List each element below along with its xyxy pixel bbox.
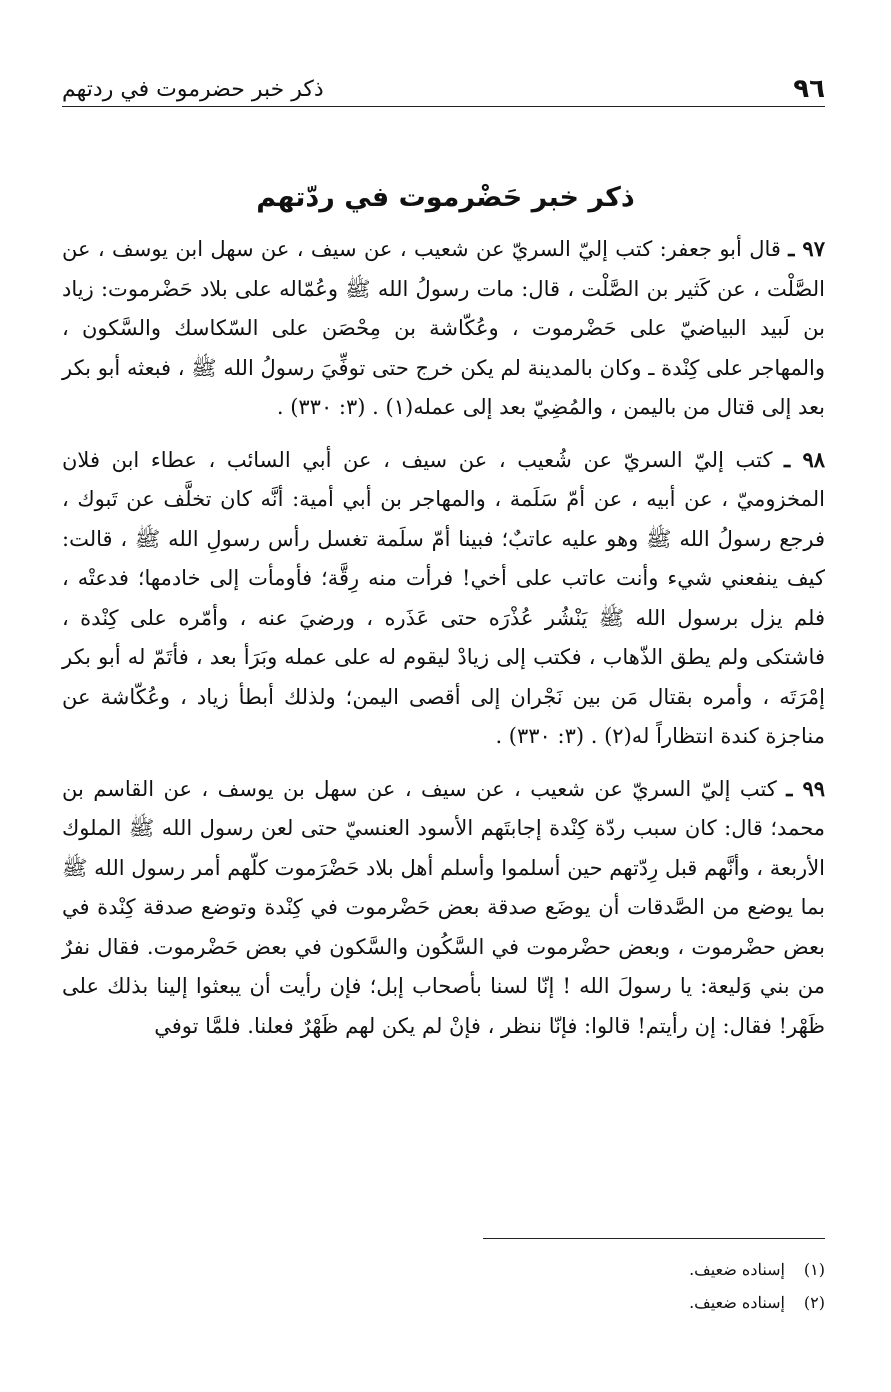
- running-header: [62, 72, 825, 107]
- paragraph-97: [62, 229, 825, 428]
- paragraph-99: [62, 769, 825, 1047]
- footnote-marker: (٢): [803, 1293, 825, 1312]
- chapter-title: ذكر خبر حَضْرموت في ردّتهم: [256, 182, 635, 213]
- running-title: ذكر خبر حضرموت في ردتهم: [62, 76, 324, 102]
- paragraph-number: ٩٧ ـ: [788, 236, 825, 261]
- paragraph-text: كتب إليّ السريّ عن شُعيب ، عن سيف ، عن أبي السائب ، عطاء ابن فلان المخزوميّ ، عن أبيه ، عن أمّ سَلَمة ، والمهاجر بن أبي أمية: أنَّه كان تخلَّف عن تَبوك ، فرجع رسولُ الله ﷺ وهو عليه عاتبٌ؛ فبينا أمّ سلَمة تغسل رأس رسولِ الله ﷺ ، قالت: كيف ينفعني شيء وأنت عاتب على أخي! فرأت منه رِقَّة؛ فأومأت إلى خادمها؛ فدعتْه ، فلم يزل برسول الله ﷺ يَنْشُر عُذْرَه حتى عَذَره ، ورضيَ عنه ، وأمّره على كِنْدة ، فاشتكى ولم يطق الذّهاب ، فكتب إلى زيادْ ليقوم له على عمله وبَرَأ بعد ، فأتَمّ له أبو بكر إمْرَتَه ، وأمره بقتال مَن بين نَجْران إلى أقصى اليمن؛ ولذلك أبطأ زياد ، وعُكّاشة عن مناجزة كندة انتظاراً له(٢) . (٣: ٣٣٠) .: [62, 447, 825, 748]
- paragraph-98: [62, 440, 825, 757]
- footnote-marker: (١): [803, 1260, 825, 1279]
- paragraph-number: ٩٩ ـ: [786, 775, 825, 801]
- footnote-text: إسناده ضعيف.: [689, 1293, 785, 1312]
- paragraph-text: قال أبو جعفر: كتب إليّ السريّ عن شعيب ، عن سيف ، عن سهل ابن يوسف ، عن الصَّلْت ، عن كَثير بن الصَّلْت ، قال: مات رسولُ الله ﷺ وعُمّاله على بلاد حَضْرموت: زياد بن لَبيد البياضيّ على حَضْرموت ، وعُكّاشة بن مِحْصَن على السّكاسك والسَّكون ، والمهاجر على كِنْدة ـ وكان بالمدينة لم يكن خرج حتى توفِّيَ رسولُ الله ﷺ ، فبعثه أبو بكر بعد إلى قتال من باليمن ، والمُضِيّ بعد إلى عمله(١) . (٣: ٣٣٠) .: [62, 237, 825, 419]
- paragraph-text: كتب إليّ السريّ عن شعيب ، عن سيف ، عن سهل بن يوسف ، عن القاسم بن محمد؛ قال: كان سبب ردّة كِنْدة إجابتَهم الأسود العنسيّ حتى لعن رسول الله ﷺ الملوك الأربعة ، وأنَّهم قبل رِدّتهم حين أسلموا وأسلم أهل بلاد حَضْرَموت كلّهم أمر رسول الله ﷺ بما يوضع من الصَّدقات أن يوضَع صدقة بعض حَضْرموت في كِنْدة وتوضع صدقة كِنْدة في بعض حضْرموت ، وبعض حضْرموت في السَّكُون والسَّكون في بعض حَضْرموت. فقال نفرٌ من بني وَليعة: يا رسولَ الله ! إنّا لسنا بأصحاب إبل؛ فإن رأيت أن يبعثوا إلينا بذلك على ظَهْر! فقال: إن رأيتم! قالوا: فإنّا ننظر ، فإنْ لم يكن لهم ظَهْرٌ فعلنا. فلمَّا توفي: [62, 776, 825, 1038]
- footnote-1: [325, 1253, 825, 1286]
- page-number: ٩٦: [793, 74, 825, 104]
- footnote-2: [325, 1286, 825, 1319]
- footnote-text: إسناده ضعيف.: [689, 1260, 785, 1279]
- paragraph-number: ٩٨ ـ: [784, 446, 825, 472]
- footnotes: [325, 1253, 825, 1319]
- body-text: [62, 229, 825, 1046]
- footnote-separator: [483, 1238, 825, 1239]
